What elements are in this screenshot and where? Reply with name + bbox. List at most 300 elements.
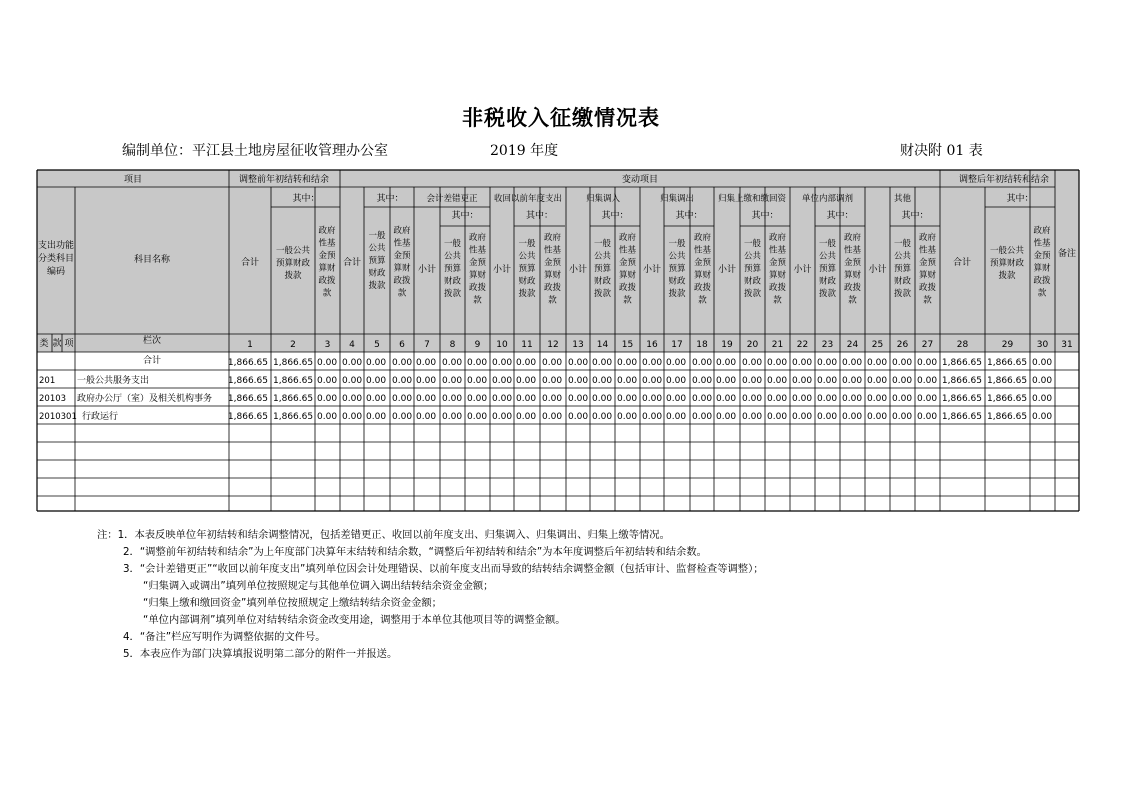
header-general-budget: 一般 <box>818 239 837 249</box>
header-general-budget: 一般 <box>893 239 912 249</box>
header-general-budget: 一般 <box>443 239 462 249</box>
header-gov-fund: 性基 <box>843 245 862 256</box>
note-3-detail-2: “归集上缴和缴回资金”填列单位按照规定上缴结转结余资金金额； <box>143 597 442 609</box>
header-general-budget: 拨款 <box>284 271 302 281</box>
header-subtotal: 小计 <box>717 265 737 275</box>
data-cell: 0.00 <box>792 412 813 422</box>
header-gov-fund: 金预 <box>618 258 637 268</box>
row-code: 20103 <box>39 394 67 404</box>
data-cell: 0.00 <box>867 358 888 368</box>
data-cell: 0.00 <box>317 394 338 404</box>
data-cell: 1,866.65 <box>227 412 268 422</box>
header-gov-fund: 政拨 <box>318 276 336 286</box>
data-cell: 0.00 <box>442 412 463 422</box>
header-adjust-after: 调整后年初结转和结余 <box>958 175 1050 185</box>
header-gov-fund: 政拨 <box>918 283 937 293</box>
data-cell: 1,866.65 <box>987 394 1028 404</box>
data-cell: 1,866.65 <box>273 358 314 368</box>
data-cell: 0.00 <box>416 412 437 422</box>
data-cell: 0.00 <box>392 412 413 422</box>
header-name-col: 科目名称 <box>133 255 171 265</box>
data-cell: 0.00 <box>467 376 488 386</box>
header-gov-fund: 政府 <box>1033 226 1051 236</box>
header-general-budget: 预算 <box>443 264 462 274</box>
data-cell: 0.00 <box>742 394 763 404</box>
data-cell: 0.00 <box>592 358 613 368</box>
data-cell: 0.00 <box>516 394 537 404</box>
data-cell: 0.00 <box>492 412 513 422</box>
header-subtotal: 小计 <box>642 265 662 275</box>
column-number: 24 <box>846 340 859 350</box>
data-cell: 0.00 <box>692 394 713 404</box>
data-cell: 0.00 <box>342 394 363 404</box>
data-cell: 1,866.65 <box>227 376 268 386</box>
header-general-budget: 一般 <box>518 239 536 249</box>
note-2: 2．“调整前年初结转和结余”为上年度部门决算年末结转和结余数，“调整后年初结转和结余”为本年度调整后年初结转和结余数。 <box>123 546 707 558</box>
column-number: 2 <box>290 340 296 350</box>
header-general-budget: 一般 <box>593 239 612 249</box>
data-cell: 0.00 <box>467 394 488 404</box>
header-general-budget: 预算 <box>668 264 686 274</box>
header-group-7: 其他 <box>893 194 912 204</box>
header-xiang: 项 <box>64 339 74 349</box>
data-cell: 0.00 <box>416 376 437 386</box>
data-cell: 0.00 <box>467 358 488 368</box>
column-number: 1 <box>247 340 253 350</box>
column-number: 8 <box>449 340 456 350</box>
data-cell: 0.00 <box>492 358 513 368</box>
header-code-col: 编码 <box>46 267 66 277</box>
data-cell: 0.00 <box>666 394 687 404</box>
header-subtotal: 小计 <box>417 265 437 275</box>
data-cell: 1,866.65 <box>941 358 982 368</box>
header-gov-fund: 款 <box>548 295 557 306</box>
column-number: 25 <box>871 340 884 350</box>
data-cell: 0.00 <box>392 394 413 404</box>
header-gov-fund: 款 <box>773 295 782 306</box>
data-cell: 0.00 <box>666 358 687 368</box>
header-of-which: 其中： <box>601 211 629 221</box>
data-cell: 0.00 <box>692 412 713 422</box>
data-cell: 0.00 <box>817 358 838 368</box>
header-subtotal: 小计 <box>793 265 812 275</box>
data-cell: 0.00 <box>842 376 863 386</box>
data-cell: 0.00 <box>1032 412 1053 422</box>
data-cell: 0.00 <box>542 394 563 404</box>
note-4: 4．“备注”栏应写明作为调整依据的文件号。 <box>123 631 326 643</box>
data-cell: 0.00 <box>642 412 663 422</box>
data-cell: 0.00 <box>666 376 687 386</box>
header-general-budget: 预算 <box>743 264 762 274</box>
data-cell: 0.00 <box>592 376 613 386</box>
data-cell: 0.00 <box>342 412 363 422</box>
data-cell: 1,866.65 <box>987 358 1028 368</box>
header-gov-fund: 款 <box>322 288 332 299</box>
data-cell: 0.00 <box>867 412 888 422</box>
data-cell: 0.00 <box>442 358 463 368</box>
header-gov-fund: 金预 <box>918 258 937 268</box>
header-general-budget: 预算 <box>368 256 386 266</box>
header-gov-fund: 性基 <box>393 238 411 249</box>
data-cell: 0.00 <box>867 376 888 386</box>
row-name: 合计 <box>142 356 162 366</box>
column-number: 26 <box>896 340 909 350</box>
data-cell: 0.00 <box>317 412 338 422</box>
header-general-budget: 拨款 <box>593 289 612 299</box>
data-cell: 0.00 <box>416 394 437 404</box>
header-gov-fund: 算财 <box>393 263 411 274</box>
note-3: 3．“会计差错更正”“收回以前年度支出”填列单位因会计处理错误、以前年度支出而导致的结转结余调整金额（包括审计、监督检查等调整）； <box>123 563 764 575</box>
data-cell: 0.00 <box>617 394 638 404</box>
data-cell: 0.00 <box>492 376 513 386</box>
header-gov-fund: 算财 <box>768 270 787 281</box>
header-general-budget: 财政 <box>518 276 536 287</box>
header-gov-fund: 政拨 <box>693 283 712 293</box>
column-number: 21 <box>771 340 784 350</box>
data-cell: 0.00 <box>792 394 813 404</box>
data-cell: 0.00 <box>317 358 338 368</box>
header-general-budget: 公共 <box>893 251 912 262</box>
header-subtotal: 小计 <box>868 265 887 275</box>
data-cell: 0.00 <box>392 376 413 386</box>
header-general-budget: 拨款 <box>368 281 386 291</box>
header-general-budget: 财政 <box>818 276 837 287</box>
header-gov-fund: 政府 <box>468 233 487 243</box>
data-cell: 1,866.65 <box>941 376 982 386</box>
header-general-budget: 公共 <box>518 251 536 262</box>
header-group-2: 收回以前年度支出 <box>493 194 563 204</box>
data-cell: 1,866.65 <box>941 412 982 422</box>
header-of-which: 其中： <box>525 211 554 221</box>
column-number: 16 <box>646 340 658 350</box>
header-group-3: 归集调入 <box>585 194 621 204</box>
header-general-budget: 预算财政 <box>275 258 311 269</box>
header-of-which: 其中： <box>675 211 703 221</box>
header-lei: 类 <box>39 339 49 349</box>
form-code: 财决附 01 表 <box>900 143 983 159</box>
header-group-5: 归集上缴和缴回资 <box>717 194 787 204</box>
header-gov-fund: 政拨 <box>768 283 787 293</box>
data-cell: 0.00 <box>366 394 387 404</box>
header-gov-fund: 性基 <box>693 245 712 256</box>
data-cell: 0.00 <box>542 376 563 386</box>
data-cell: 1,866.65 <box>273 394 314 404</box>
column-number: 10 <box>496 340 508 350</box>
header-remark: 备注 <box>1057 249 1077 259</box>
note-3-detail-3: “单位内部调剂”填列单位对结转结余资金改变用途，调整用于本单位其他项目等的调整金额。 <box>143 614 566 626</box>
data-cell: 0.00 <box>692 376 713 386</box>
header-gov-fund: 算财 <box>918 270 937 281</box>
data-cell: 0.00 <box>568 358 589 368</box>
header-general-budget: 预算 <box>893 264 912 274</box>
data-cell: 0.00 <box>1032 376 1053 386</box>
header-general-budget: 预算 <box>518 264 536 274</box>
column-number: 5 <box>374 340 380 350</box>
data-cell: 0.00 <box>366 376 387 386</box>
data-cell: 0.00 <box>467 412 488 422</box>
note-3-detail-1: “归集调入或调出”填列单位按照规定与其他单位调入调出结转结余资金金额； <box>143 580 494 592</box>
note-5: 5．本表应作为部门决算填报说明第二部分的附件一并报送。 <box>123 648 398 660</box>
header-gov-fund: 政拨 <box>393 276 411 286</box>
data-cell: 0.00 <box>617 376 638 386</box>
column-number: 3 <box>324 340 331 350</box>
column-number: 13 <box>572 340 584 350</box>
header-gov-fund: 性基 <box>318 238 336 249</box>
data-cell: 0.00 <box>892 376 913 386</box>
header-gov-fund: 金预 <box>543 258 562 268</box>
row-code: 2010301 <box>39 412 77 422</box>
header-group-6: 单位内部调剂 <box>801 194 854 204</box>
header-gov-fund: 算财 <box>1033 263 1051 274</box>
header-general-budget: 一般 <box>668 239 686 249</box>
header-general-budget: 拨款 <box>443 289 462 299</box>
report-title: 非税收入征缴情况表 <box>462 105 660 130</box>
column-number: 12 <box>547 340 559 350</box>
column-number: 19 <box>721 340 733 350</box>
header-gov-fund: 金预 <box>768 258 787 268</box>
data-cell: 0.00 <box>716 358 737 368</box>
header-of-which: 其中： <box>901 211 929 221</box>
data-cell: 0.00 <box>516 412 537 422</box>
header-adjust-before: 调整前年初结转和结余 <box>238 175 330 185</box>
header-general-budget: 财政 <box>593 276 612 287</box>
data-cell: 0.00 <box>366 358 387 368</box>
header-general-budget: 公共 <box>818 251 837 262</box>
header-gov-fund: 款 <box>1037 288 1047 299</box>
header-code-col: 支出功能 <box>37 241 75 251</box>
header-total: 合计 <box>342 258 362 268</box>
column-number: 14 <box>596 340 609 350</box>
header-gov-fund: 性基 <box>768 245 787 256</box>
column-number: 31 <box>1061 340 1073 350</box>
row-name: 一般公共服务支出 <box>77 376 150 386</box>
data-cell: 0.00 <box>892 412 913 422</box>
data-cell: 0.00 <box>692 358 713 368</box>
data-cell: 0.00 <box>568 394 589 404</box>
data-cell: 0.00 <box>542 358 563 368</box>
column-number: 23 <box>821 340 834 350</box>
data-cell: 0.00 <box>842 358 863 368</box>
header-gov-fund: 款 <box>923 295 932 306</box>
header-gov-fund: 款 <box>848 295 857 306</box>
header-gov-fund: 金预 <box>1033 251 1051 261</box>
header-gov-fund: 算财 <box>543 270 562 281</box>
header-gov-fund: 算财 <box>693 270 712 281</box>
header-total: 合计 <box>240 258 260 268</box>
header-general-budget: 预算 <box>593 264 612 274</box>
header-group-4: 归集调出 <box>659 194 695 204</box>
data-cell: 0.00 <box>917 412 938 422</box>
data-cell: 0.00 <box>642 358 663 368</box>
header-general-budget: 公共 <box>668 251 686 262</box>
header-subtotal: 小计 <box>492 265 512 275</box>
header-change-items: 变动项目 <box>621 175 659 185</box>
data-cell: 0.00 <box>917 376 938 386</box>
column-number: 17 <box>671 340 683 350</box>
data-cell: 0.00 <box>892 394 913 404</box>
data-cell: 0.00 <box>317 376 338 386</box>
row-name: 行政运行 <box>82 412 119 422</box>
header-general-budget: 公共 <box>593 251 612 262</box>
data-cell: 0.00 <box>642 376 663 386</box>
data-cell: 0.00 <box>716 394 737 404</box>
data-cell: 1,866.65 <box>987 412 1028 422</box>
header-of-which: 其中： <box>826 211 854 221</box>
header-total: 合计 <box>952 258 972 268</box>
data-cell: 1,866.65 <box>227 358 268 368</box>
header-gov-fund: 性基 <box>618 245 637 256</box>
header-item: 项目 <box>123 175 143 185</box>
data-cell: 0.00 <box>342 358 363 368</box>
header-gov-fund: 款 <box>397 288 407 299</box>
header-gov-fund: 算财 <box>843 270 862 281</box>
header-gov-fund: 政拨 <box>1033 276 1051 286</box>
data-cell: 0.00 <box>817 376 838 386</box>
header-of-which: 其中： <box>292 194 320 204</box>
header-gov-fund: 性基 <box>543 245 562 256</box>
data-cell: 0.00 <box>1032 358 1053 368</box>
data-cell: 0.00 <box>767 412 788 422</box>
header-code-col: 分类科目 <box>37 254 75 264</box>
header-gov-fund: 性基 <box>468 245 487 256</box>
header-column-index: 栏次 <box>142 336 162 346</box>
header-general-budget: 拨款 <box>743 289 762 299</box>
data-cell: 0.00 <box>342 376 363 386</box>
header-of-which: 其中： <box>376 194 404 204</box>
header-gov-fund: 算财 <box>468 270 487 281</box>
header-general-budget: 预算 <box>818 264 837 274</box>
column-number: 29 <box>1001 340 1014 350</box>
column-number: 11 <box>521 340 533 350</box>
data-cell: 0.00 <box>492 394 513 404</box>
header-gov-fund: 政府 <box>693 233 712 243</box>
compiling-unit: 编制单位：平江县土地房屋征收管理办公室 <box>122 143 388 159</box>
row-name: 政府办公厅（室）及相关机构事务 <box>77 394 213 404</box>
data-cell: 0.00 <box>767 358 788 368</box>
header-general-budget: 公共 <box>743 251 762 262</box>
data-cell: 0.00 <box>442 376 463 386</box>
header-general-budget: 财政 <box>368 268 386 279</box>
data-cell: 0.00 <box>617 358 638 368</box>
column-number: 28 <box>956 340 969 350</box>
header-gov-fund: 款 <box>698 295 707 306</box>
column-number: 6 <box>399 340 405 350</box>
header-gov-fund: 金预 <box>318 251 336 261</box>
header-gov-fund: 算财 <box>318 263 336 274</box>
data-cell: 0.00 <box>792 376 813 386</box>
column-number: 18 <box>696 340 708 350</box>
header-gov-fund: 政府 <box>843 233 862 243</box>
data-cell: 1,866.65 <box>987 376 1028 386</box>
header-gov-fund: 款 <box>473 295 482 306</box>
data-cell: 1,866.65 <box>941 394 982 404</box>
header-gov-fund: 政府 <box>918 233 937 243</box>
data-cell: 0.00 <box>817 394 838 404</box>
data-cell: 0.00 <box>817 412 838 422</box>
data-cell: 0.00 <box>842 394 863 404</box>
header-general-budget: 公共 <box>443 251 462 262</box>
data-cell: 0.00 <box>617 412 638 422</box>
header-of-which: 其中： <box>451 211 479 221</box>
data-cell: 0.00 <box>416 358 437 368</box>
header-general-budget: 拨款 <box>893 289 912 299</box>
header-group-1: 会计差错更正 <box>426 194 478 204</box>
header-gov-fund: 政府 <box>393 226 411 236</box>
data-cell: 0.00 <box>716 412 737 422</box>
data-cell: 0.00 <box>442 394 463 404</box>
data-cell: 0.00 <box>1032 394 1053 404</box>
header-general-budget: 预算财政 <box>989 258 1025 269</box>
header-gov-fund: 政拨 <box>618 283 637 293</box>
header-gov-fund: 金预 <box>393 251 411 261</box>
data-cell: 0.00 <box>592 412 613 422</box>
data-cell: 0.00 <box>542 412 563 422</box>
header-general-budget: 一般公共 <box>989 246 1025 256</box>
data-cell: 0.00 <box>568 412 589 422</box>
data-cell: 1,866.65 <box>273 376 314 386</box>
data-cell: 0.00 <box>842 412 863 422</box>
header-general-budget: 一般 <box>743 239 762 249</box>
column-number: 7 <box>424 340 430 350</box>
header-gov-fund: 政府 <box>318 226 336 236</box>
header-gov-fund: 政府 <box>543 233 562 243</box>
data-cell: 0.00 <box>742 412 763 422</box>
header-general-budget: 拨款 <box>818 289 837 299</box>
header-general-budget: 拨款 <box>998 271 1016 281</box>
header-gov-fund: 政府 <box>618 233 637 243</box>
data-cell: 0.00 <box>516 376 537 386</box>
column-number: 4 <box>349 340 355 350</box>
header-gov-fund: 政拨 <box>468 283 487 293</box>
header-general-budget: 拨款 <box>518 289 536 299</box>
data-cell: 0.00 <box>767 376 788 386</box>
data-cell: 1,866.65 <box>227 394 268 404</box>
header-subtotal: 小计 <box>568 265 588 275</box>
header-gov-fund: 金预 <box>693 258 712 268</box>
header-kuan: 款 <box>52 339 62 349</box>
column-number: 9 <box>474 340 481 350</box>
header-general-budget: 拨款 <box>668 289 686 299</box>
header-of-which: 其中： <box>751 211 779 221</box>
note-1: 注：1．本表反映单位年初结转和结余调整情况，包括差错更正、收回以前年度支出、归集调入、归集调出、归集上缴等情况。 <box>97 529 670 541</box>
header-general-budget: 财政 <box>743 276 762 287</box>
header-general-budget: 公共 <box>368 243 386 254</box>
header-general-budget: 财政 <box>893 276 912 287</box>
column-number: 22 <box>796 340 809 350</box>
data-cell: 0.00 <box>392 358 413 368</box>
header-gov-fund: 政府 <box>768 233 787 243</box>
data-cell: 0.00 <box>767 394 788 404</box>
header-of-which: 其中： <box>1006 194 1034 204</box>
header-gov-fund: 政拨 <box>843 283 862 293</box>
header-gov-fund: 性基 <box>918 245 937 256</box>
data-cell: 0.00 <box>716 376 737 386</box>
fiscal-year: 2019 年度 <box>490 143 559 159</box>
header-gov-fund: 款 <box>623 295 632 306</box>
row-code: 201 <box>39 376 56 386</box>
data-cell: 0.00 <box>892 358 913 368</box>
data-cell: 0.00 <box>642 394 663 404</box>
data-cell: 0.00 <box>366 412 387 422</box>
header-gov-fund: 金预 <box>468 258 487 268</box>
column-number: 20 <box>746 340 759 350</box>
column-number: 15 <box>621 340 634 350</box>
notes-panel <box>95 526 985 666</box>
data-cell: 0.00 <box>917 358 938 368</box>
data-cell: 0.00 <box>867 394 888 404</box>
header-gov-fund: 金预 <box>843 258 862 268</box>
header-gov-fund: 性基 <box>1033 238 1051 249</box>
